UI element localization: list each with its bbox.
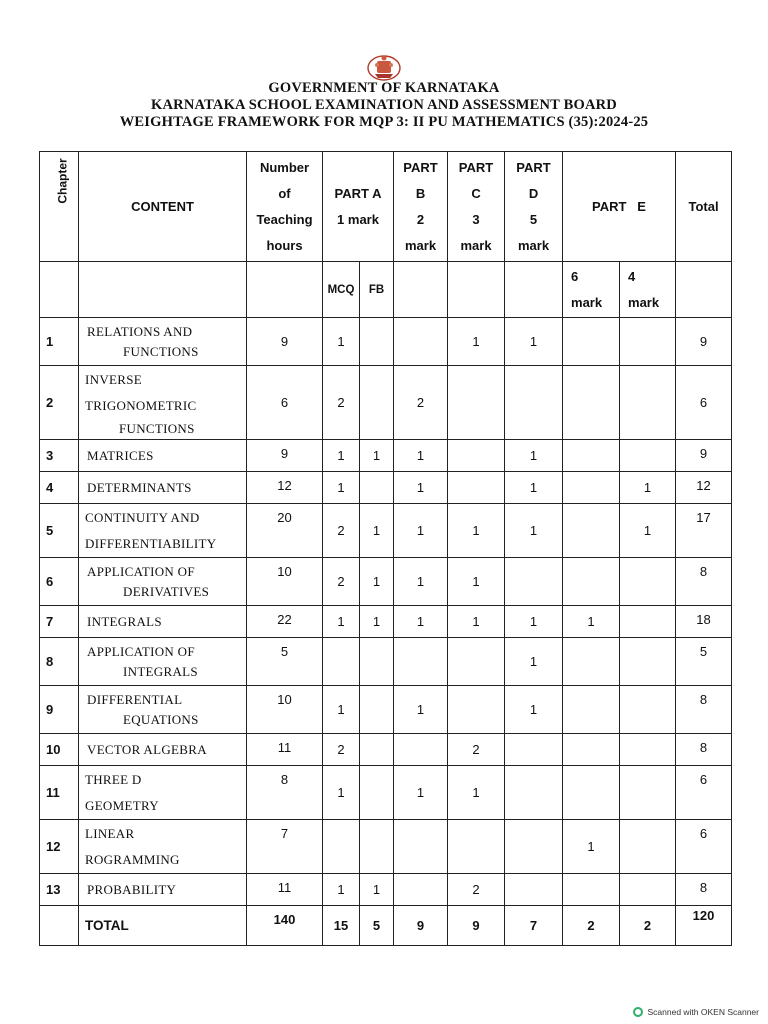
fb-cell	[360, 766, 394, 820]
parte-6mark-header	[563, 262, 620, 318]
parte-6mark-cell	[563, 366, 620, 440]
partb-cell: 1	[394, 686, 448, 734]
partd-cell: 1	[505, 686, 563, 734]
fb-cell: 1	[360, 440, 394, 472]
partb-cell	[394, 874, 448, 906]
hours-cell: 6	[247, 366, 323, 440]
chapter-content	[79, 366, 247, 440]
mcq-cell	[323, 638, 360, 686]
chapter-content	[79, 504, 247, 558]
chapter-number: 7	[40, 606, 79, 638]
table-row	[40, 874, 732, 906]
partb-cell: 1	[394, 606, 448, 638]
total-cell: 6	[676, 366, 732, 440]
partd-header	[505, 152, 563, 262]
totals-fb: 5	[360, 906, 394, 946]
chapter-header: Chapter	[55, 158, 70, 204]
chapter-content	[79, 606, 247, 638]
parte-6mark-cell	[563, 558, 620, 606]
partc-header-line: C	[471, 185, 481, 201]
chapter-content-line: DIFFERENTIAL	[87, 691, 183, 707]
partd-cell: 1	[505, 606, 563, 638]
chapter-number: 10	[40, 734, 79, 766]
parte-6mark-cell	[563, 638, 620, 686]
parta-header	[323, 152, 394, 262]
content-header: CONTENT	[79, 152, 247, 262]
table-row	[40, 504, 732, 558]
hours-cell: 10	[247, 558, 323, 606]
chapter-content-line: CONTINUITY AND	[85, 509, 200, 525]
chapter-content-line: INVERSE	[85, 371, 142, 387]
totals-parte-4mark: 2	[620, 906, 676, 946]
chapter-number: 12	[40, 820, 79, 874]
partc-cell	[448, 820, 505, 874]
partb-cell	[394, 820, 448, 874]
chapter-content-line: DIFFERENTIABILITY	[85, 535, 217, 551]
partc-cell	[448, 686, 505, 734]
mcq-cell: 2	[323, 558, 360, 606]
header-row-1	[40, 152, 732, 262]
chapter-content-line: GEOMETRY	[85, 797, 159, 813]
empty-cell	[40, 262, 79, 318]
hours-header-line: hours	[266, 237, 303, 253]
table-row	[40, 766, 732, 820]
table-row	[40, 440, 732, 472]
partc-cell	[448, 638, 505, 686]
parta-header-line: 1 mark	[337, 211, 379, 227]
partd-cell: 1	[505, 638, 563, 686]
chapter-header-cell	[40, 152, 79, 262]
chapter-number: 13	[40, 874, 79, 906]
mcq-cell: 2	[323, 734, 360, 766]
mcq-cell: 1	[323, 874, 360, 906]
partd-cell: 1	[505, 504, 563, 558]
chapter-number: 4	[40, 472, 79, 504]
header-row-2	[40, 262, 732, 318]
chapter-content	[79, 734, 247, 766]
table-row	[40, 318, 732, 366]
partb-cell: 1	[394, 766, 448, 820]
chapter-number: 2	[40, 366, 79, 440]
parte-4mark-line: mark	[628, 294, 660, 310]
partb-cell: 1	[394, 504, 448, 558]
totals-hours: 140	[247, 906, 323, 946]
chapter-content-line: THREE D	[85, 771, 142, 787]
table-row	[40, 734, 732, 766]
parte-4mark-line: 4	[628, 268, 636, 284]
parte-4mark-cell	[620, 366, 676, 440]
chapter-content-line: APPLICATION OF	[87, 563, 195, 579]
table-row	[40, 686, 732, 734]
parte-6mark-cell: 1	[563, 820, 620, 874]
hours-cell: 9	[247, 440, 323, 472]
weightage-table	[39, 151, 732, 946]
empty-cell	[247, 262, 323, 318]
chapter-content-line: VECTOR ALGEBRA	[87, 741, 207, 757]
partd-header-line: D	[528, 185, 539, 201]
partc-cell	[448, 472, 505, 504]
partc-header-line: PART	[458, 159, 494, 175]
parte-4mark-cell	[620, 734, 676, 766]
total-cell: 8	[676, 686, 732, 734]
total-cell: 12	[676, 472, 732, 504]
chapter-content-line: ROGRAMMING	[85, 851, 180, 867]
total-cell: 17	[676, 504, 732, 558]
hours-cell: 8	[247, 766, 323, 820]
chapter-content-line: LINEAR	[85, 825, 135, 841]
fb-cell: 1	[360, 874, 394, 906]
chapter-content	[79, 638, 247, 686]
parte-4mark-cell	[620, 638, 676, 686]
mcq-cell: 1	[323, 318, 360, 366]
chapter-content-line: EQUATIONS	[123, 711, 199, 727]
totals-label: TOTAL	[79, 906, 247, 946]
parte-6mark-line: 6	[571, 268, 579, 284]
hours-cell: 22	[247, 606, 323, 638]
fb-cell	[360, 686, 394, 734]
chapter-content-line: FUNCTIONS	[119, 420, 195, 436]
empty-cell	[40, 906, 79, 946]
total-cell: 9	[676, 440, 732, 472]
mcq-header: MCQ	[323, 262, 360, 318]
partc-cell: 2	[448, 734, 505, 766]
chapter-content-line: PROBABILITY	[87, 881, 177, 897]
chapter-number: 11	[40, 766, 79, 820]
parte-4mark-cell	[620, 820, 676, 874]
hours-header-line: Number	[259, 159, 310, 175]
totals-partb: 9	[394, 906, 448, 946]
partd-cell	[505, 766, 563, 820]
partc-cell	[448, 440, 505, 472]
fb-cell: 1	[360, 504, 394, 558]
total-cell: 6	[676, 820, 732, 874]
hours-cell: 10	[247, 686, 323, 734]
partd-cell	[505, 874, 563, 906]
mcq-cell: 2	[323, 504, 360, 558]
totals-row	[40, 906, 732, 946]
parte-4mark-header	[620, 262, 676, 318]
partc-header-line: 3	[472, 211, 480, 227]
table-row	[40, 638, 732, 686]
parte-6mark-cell	[563, 874, 620, 906]
partd-cell	[505, 558, 563, 606]
fb-cell	[360, 820, 394, 874]
chapter-content-line: DETERMINANTS	[87, 479, 192, 495]
partb-header-line: B	[415, 185, 426, 201]
total-cell: 8	[676, 734, 732, 766]
partb-cell: 1	[394, 558, 448, 606]
scanner-text: Scanned with OKEN Scanner	[647, 1007, 759, 1017]
partd-header-line: mark	[517, 237, 550, 253]
mcq-cell: 1	[323, 766, 360, 820]
total-cell: 9	[676, 318, 732, 366]
empty-cell	[676, 262, 732, 318]
partc-cell	[448, 366, 505, 440]
fb-cell	[360, 366, 394, 440]
chapter-content-line: TRIGONOMETRIC	[85, 397, 197, 413]
header-government: GOVERNMENT OF KARNATAKA	[268, 80, 500, 96]
totals-mcq: 15	[323, 906, 360, 946]
partb-header-line: PART	[403, 159, 438, 175]
chapter-content	[79, 874, 247, 906]
parte-6mark-line: mark	[571, 294, 603, 310]
totals-partc: 9	[448, 906, 505, 946]
mcq-cell	[323, 820, 360, 874]
table-row	[40, 820, 732, 874]
total-cell: 8	[676, 874, 732, 906]
table-row	[40, 606, 732, 638]
parte-header: PART E	[563, 152, 676, 262]
empty-cell	[505, 262, 563, 318]
parta-header-line: PART A	[334, 185, 382, 201]
chapter-content-line: INTEGRALS	[87, 613, 162, 629]
hours-cell: 5	[247, 638, 323, 686]
parte-4mark-cell: 1	[620, 504, 676, 558]
partd-header-line: 5	[529, 211, 538, 227]
partb-header	[394, 152, 448, 262]
scanner-watermark	[633, 1007, 759, 1017]
totals-grand: 120	[676, 906, 732, 946]
parte-6mark-cell: 1	[563, 606, 620, 638]
chapter-number: 8	[40, 638, 79, 686]
partc-cell: 1	[448, 606, 505, 638]
chapter-number: 6	[40, 558, 79, 606]
mcq-cell: 1	[323, 440, 360, 472]
chapter-number: 3	[40, 440, 79, 472]
fb-cell: 1	[360, 606, 394, 638]
table-row	[40, 472, 732, 504]
hours-cell: 20	[247, 504, 323, 558]
partb-header-line: mark	[404, 237, 437, 253]
chapter-content	[79, 686, 247, 734]
parte-6mark-cell	[563, 472, 620, 504]
partd-cell: 1	[505, 440, 563, 472]
table-row	[40, 558, 732, 606]
chapter-content-line: RELATIONS AND	[87, 323, 193, 339]
hours-cell: 9	[247, 318, 323, 366]
chapter-number: 1	[40, 318, 79, 366]
parte-4mark-cell	[620, 440, 676, 472]
parte-6mark-cell	[563, 686, 620, 734]
hours-cell: 11	[247, 874, 323, 906]
mcq-cell: 2	[323, 366, 360, 440]
totals-parte-6mark: 2	[563, 906, 620, 946]
partb-cell: 2	[394, 366, 448, 440]
table-row	[40, 366, 732, 440]
chapter-content	[79, 318, 247, 366]
partb-cell: 1	[394, 440, 448, 472]
partc-header-line: mark	[460, 237, 492, 253]
partd-cell: 1	[505, 318, 563, 366]
empty-cell	[79, 262, 247, 318]
parte-4mark-cell	[620, 558, 676, 606]
chapter-content	[79, 472, 247, 504]
partc-cell: 2	[448, 874, 505, 906]
partc-cell: 1	[448, 318, 505, 366]
chapter-content	[79, 440, 247, 472]
partc-cell: 1	[448, 504, 505, 558]
chapter-content	[79, 820, 247, 874]
mcq-cell: 1	[323, 606, 360, 638]
chapter-content-line: APPLICATION OF	[87, 643, 195, 659]
total-cell: 5	[676, 638, 732, 686]
fb-cell: 1	[360, 558, 394, 606]
parte-4mark-cell	[620, 318, 676, 366]
hours-cell: 11	[247, 734, 323, 766]
empty-cell	[448, 262, 505, 318]
total-cell: 8	[676, 558, 732, 606]
partd-cell	[505, 820, 563, 874]
chapter-number: 5	[40, 504, 79, 558]
partc-cell: 1	[448, 766, 505, 820]
partb-cell	[394, 318, 448, 366]
chapter-number: 9	[40, 686, 79, 734]
chapter-content-line: INTEGRALS	[123, 663, 198, 679]
chapter-content-line: FUNCTIONS	[123, 343, 199, 359]
partd-header-line: PART	[516, 159, 551, 175]
karnataka-emblem-icon	[365, 52, 403, 82]
parte-4mark-cell	[620, 874, 676, 906]
empty-cell	[394, 262, 448, 318]
chapter-content-line: DERIVATIVES	[123, 583, 210, 599]
chapter-content-line: MATRICES	[87, 447, 154, 463]
partb-cell	[394, 734, 448, 766]
hours-header	[247, 152, 323, 262]
parte-6mark-cell	[563, 734, 620, 766]
hours-header-line: Teaching	[256, 211, 313, 227]
chapter-content	[79, 558, 247, 606]
partb-cell: 1	[394, 472, 448, 504]
partd-cell: 1	[505, 472, 563, 504]
fb-header: FB	[360, 262, 394, 318]
hours-cell: 7	[247, 820, 323, 874]
parte-6mark-cell	[563, 440, 620, 472]
parte-4mark-cell	[620, 686, 676, 734]
hours-header-line: of	[278, 185, 291, 201]
fb-cell	[360, 734, 394, 766]
partb-cell	[394, 638, 448, 686]
mcq-cell: 1	[323, 686, 360, 734]
scanner-logo-icon	[633, 1007, 643, 1017]
header-framework-title: WEIGHTAGE FRAMEWORK FOR MQP 3: II PU MATHEMATICS (35):2024-25	[119, 114, 649, 130]
chapter-rows	[40, 318, 732, 906]
parte-4mark-cell	[620, 606, 676, 638]
partd-cell	[505, 734, 563, 766]
totals-partd: 7	[505, 906, 563, 946]
partb-header-line: 2	[416, 211, 425, 227]
chapter-content	[79, 766, 247, 820]
total-header: Total	[676, 152, 732, 262]
fb-cell	[360, 638, 394, 686]
parte-4mark-cell: 1	[620, 472, 676, 504]
mcq-cell: 1	[323, 472, 360, 504]
total-cell: 18	[676, 606, 732, 638]
fb-cell	[360, 318, 394, 366]
parte-6mark-cell	[563, 766, 620, 820]
partc-cell: 1	[448, 558, 505, 606]
parte-6mark-cell	[563, 504, 620, 558]
partd-cell	[505, 366, 563, 440]
parte-6mark-cell	[563, 318, 620, 366]
partc-header	[448, 152, 505, 262]
total-cell: 6	[676, 766, 732, 820]
header-board: KARNATAKA SCHOOL EXAMINATION AND ASSESSMENT BOARD	[151, 97, 617, 113]
hours-cell: 12	[247, 472, 323, 504]
parte-4mark-cell	[620, 766, 676, 820]
fb-cell	[360, 472, 394, 504]
